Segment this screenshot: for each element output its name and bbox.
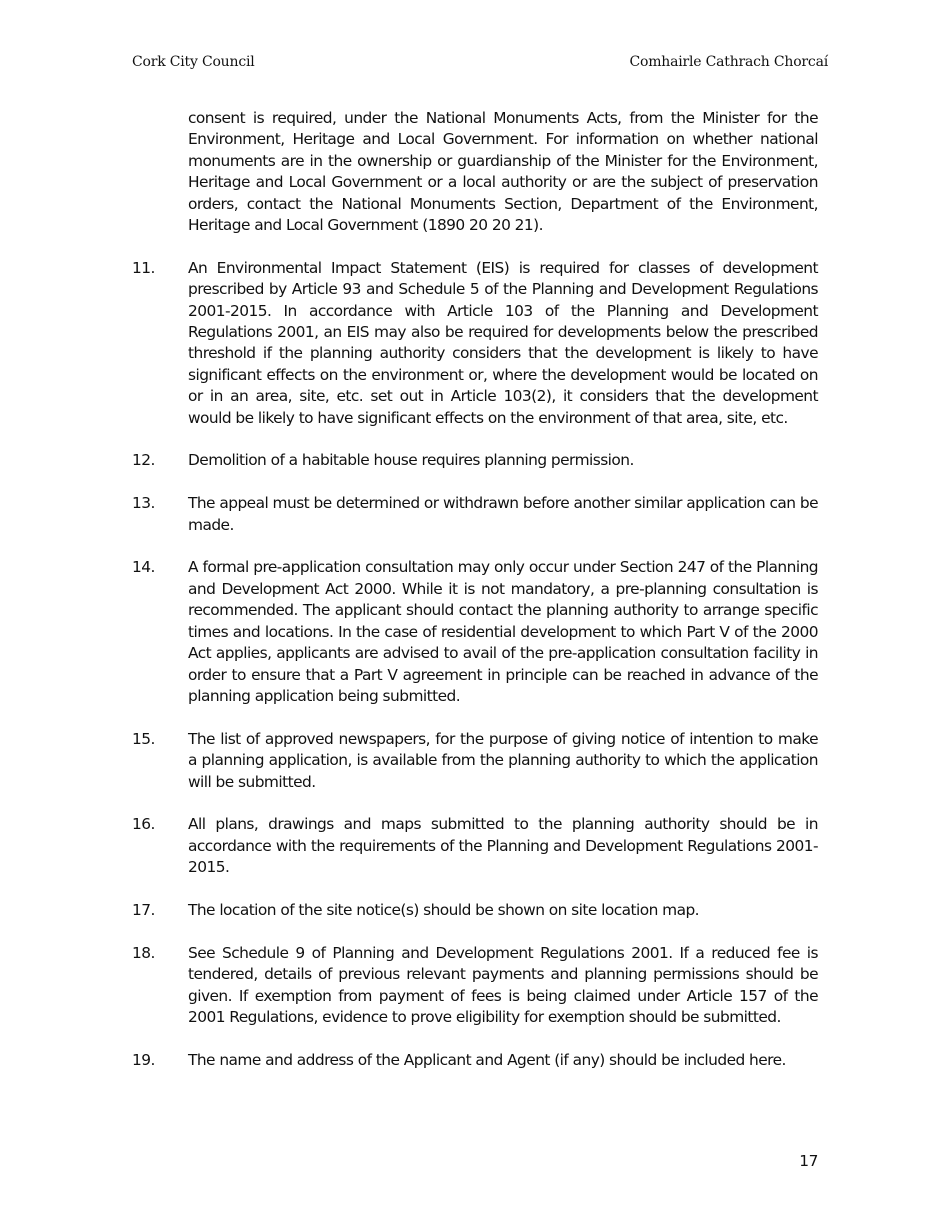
note-number: 17. [132, 900, 155, 919]
note-number: 18. [132, 943, 155, 962]
note-11 [132, 258, 818, 429]
note-19 [132, 1050, 818, 1071]
note-text: All plans, drawings and maps submitted to the planning authority should be in accordance with the requirements of the Planning and Development Regulations 2001-2015. [188, 815, 818, 877]
note-18 [132, 943, 818, 1029]
note-17 [132, 900, 818, 921]
note-16 [132, 814, 818, 878]
page-number: 17 [799, 1152, 818, 1170]
note-number: 14. [132, 558, 155, 577]
note-text: See Schedule 9 of Planning and Development Regulations 2001. If a reduced fee is tendered, details of previous relevant payments and planning permissions should be given. If exemption from payment of fees is being claimed under Article 157 of the 2001 Regulations, evidence to prove eligibility for exemption should be submitted. [188, 943, 818, 1026]
note-number: 12. [132, 451, 155, 470]
note-text: The list of approved newspapers, for the purpose of giving notice of intention to make a planning application, is available from the planning authority to which the application will be submitted. [188, 729, 818, 791]
note-text: The name and address of the Applicant and Agent (if any) should be included here. [188, 1050, 786, 1069]
note-number: 16. [132, 815, 155, 834]
note-15 [132, 729, 818, 793]
note-text: The location of the site notice(s) should be shown on site location map. [188, 900, 700, 919]
note-number: 15. [132, 729, 155, 748]
note-number: 11. [132, 258, 155, 277]
note-text: The appeal must be determined or withdrawn before another similar application can be made. [188, 494, 818, 534]
notes-body [132, 108, 818, 1071]
note-13 [132, 493, 818, 536]
note-number: 13. [132, 494, 155, 513]
note-text: An Environmental Impact Statement (EIS) is required for classes of development prescribed by Article 93 and Schedule 5 of the Planning and Development Regulations 2001-2015. In accordance with Article 103 of the Planning and Development Regulations 2001, an EIS may also be required for developments below the prescribed threshold if the planning authority considers that the development is likely to have significant effects on the environment or, where the development would be located on or in an area, site, etc. set out in Article 103(2), it considers that the development would be likely to have significant effects on the environment of that area, site, etc. [188, 258, 818, 427]
header-council-name: Cork City Council [132, 54, 255, 70]
note-12 [132, 450, 818, 471]
note-number: 19. [132, 1050, 155, 1069]
header-council-name-irish: Comhairle Cathrach Chorcaí [629, 54, 828, 70]
note-text: A formal pre-application consultation may only occur under Section 247 of the Planning and Development Act 2000. While it is not mandatory, a pre-planning consultation is recommended. The applicant should contact the planning authority to arrange specific times and locations. In the case of residential development to which Part V of the 2000 Act applies, applicants are advised to avail of the pre-application consultation facility in order to ensure that a Part V agreement in principle can be reached in advance of the planning application being submitted. [188, 558, 818, 705]
note-text: Demolition of a habitable house requires planning permission. [188, 451, 634, 470]
note-14 [132, 557, 818, 707]
intro-paragraph: consent is required, under the National Monuments Acts, from the Minister for the Environment, Heritage and Local Government. For information on whether national monuments are in the ownership or guardianship of the Minister for the Environment, Heritage and Local Government or a local authority or are the subject of preservation orders, contact the National Monuments Section, Department of the Environment, Heritage and Local Government (1890 20 20 21). [188, 109, 818, 235]
